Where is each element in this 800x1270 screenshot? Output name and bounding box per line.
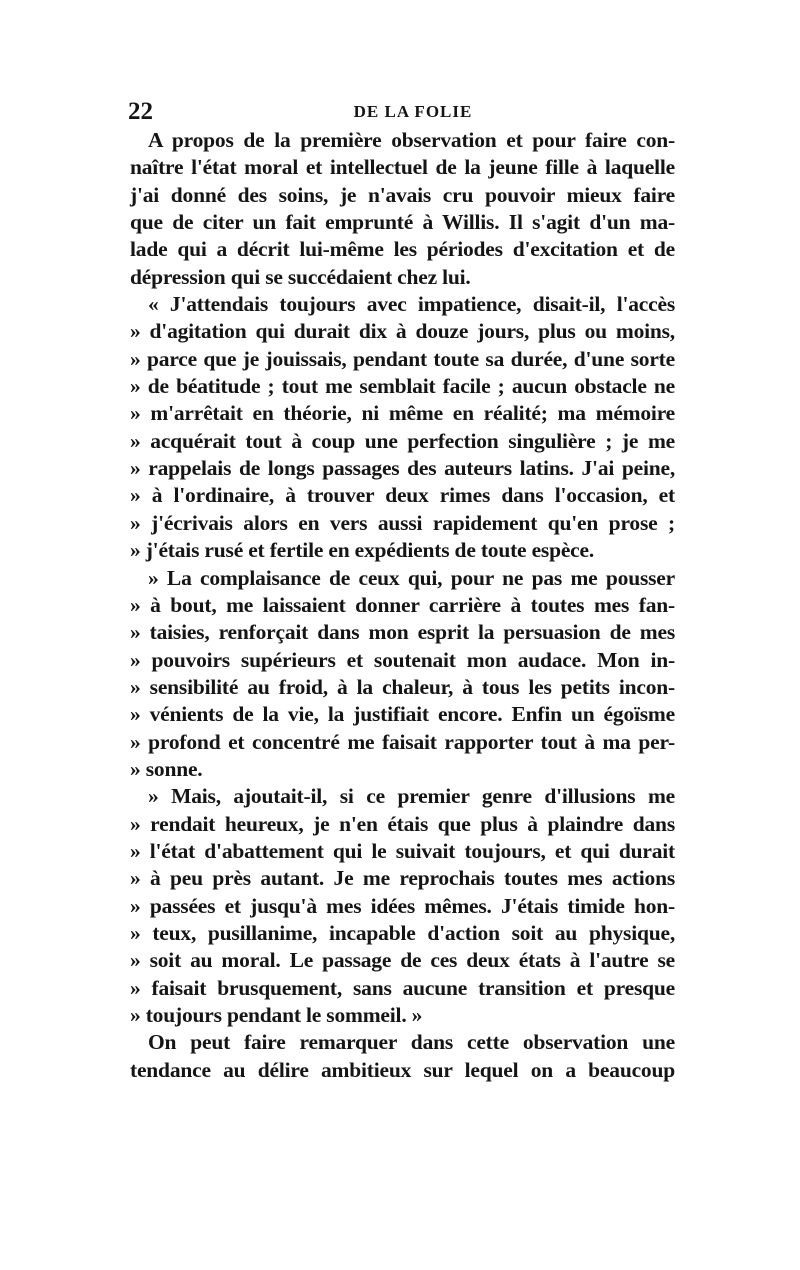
text-line: » de béatitude ; tout me semblait facile ; aucun obstacle ne xyxy=(130,374,675,399)
text-line: » Mais, ajoutait-il, si ce premier genre d'illusions me xyxy=(148,784,675,809)
text-line: dépression qui se succédaient chez lui. xyxy=(130,264,471,289)
text-line: » sensibilité au froid, à la chaleur, à tous les petits incon- xyxy=(130,674,675,699)
text-line: » La complaisance de ceux qui, pour ne pas me pousser xyxy=(148,565,675,590)
text-line: » l'état d'abattement qui le suivait toujours, et qui durait xyxy=(130,838,675,863)
text-line: » toujours pendant le sommeil. » xyxy=(130,1003,423,1027)
text-line: naître l'état moral et intellectuel de la jeune fille à laquelle xyxy=(130,155,675,180)
text-line: » profond et concentré me faisait rapporter tout à ma per- xyxy=(130,729,675,754)
page-number: 22 xyxy=(128,98,153,125)
text-line: » pouvoirs supérieurs et soutenait mon audace. Mon in- xyxy=(130,647,675,672)
text-line: j'ai donné des soins, je n'avais cru pouvoir mieux faire xyxy=(130,182,675,207)
body-text xyxy=(130,127,675,1084)
text-line: lade qui a décrit lui-même les périodes d'excitation et de xyxy=(130,237,675,262)
text-line: « J'attendais toujours avec impatience, disait-il, l'accès xyxy=(148,292,675,317)
text-line: » rendait heureux, je n'en étais que plus à plaindre dans xyxy=(130,811,675,836)
text-line: » à bout, me laissaient donner carrière à toutes mes fan- xyxy=(130,592,675,617)
page-header xyxy=(128,98,678,128)
text-line: tendance au délire ambitieux sur lequel on a beaucoup xyxy=(130,1057,675,1082)
text-line: » passées et jusqu'à mes idées mêmes. J'étais timide hon- xyxy=(130,893,675,918)
text-line: » acquérait tout à coup une perfection singulière ; je me xyxy=(130,428,675,453)
text-line: » à l'ordinaire, à trouver deux rimes dans l'occasion, et xyxy=(130,483,675,508)
text-line: » j'étais rusé et fertile en expédients de toute espèce. xyxy=(130,538,595,563)
text-line: A propos de la première observation et pour faire con- xyxy=(148,128,675,152)
text-line: » m'arrêtait en théorie, ni même en réalité; ma mémoire xyxy=(130,401,675,426)
text-line: » à peu près autant. Je me reprochais toutes mes actions xyxy=(130,866,675,891)
text-line: » taisies, renforçait dans mon esprit la persuasion de mes xyxy=(130,620,675,645)
text-line: » vénients de la vie, la justifiait encore. Enfin un égoïsme xyxy=(130,702,675,727)
text-line: » j'écrivais alors en vers aussi rapidement qu'en prose ; xyxy=(130,510,675,535)
running-title: DE LA FOLIE xyxy=(353,102,473,121)
text-line: » teux, pusillanime, incapable d'action soit au physique, xyxy=(130,920,675,945)
text-line: » sonne. xyxy=(130,756,203,781)
text-line: » soit au moral. Le passage de ces deux états à l'autre se xyxy=(130,948,675,973)
text-line: que de citer un fait emprunté à Willis. Il s'agit d'un ma- xyxy=(130,210,675,235)
text-line: On peut faire remarquer dans cette observation une xyxy=(148,1030,675,1055)
text-line: » parce que je jouissais, pendant toute sa durée, d'une sorte xyxy=(130,346,675,371)
text-line: » faisait brusquement, sans aucune transition et presque xyxy=(130,975,675,1000)
text-line: » rappelais de longs passages des auteurs latins. J'ai peine, xyxy=(130,456,675,481)
text-line: » d'agitation qui durait dix à douze jours, plus ou moins, xyxy=(130,319,675,344)
